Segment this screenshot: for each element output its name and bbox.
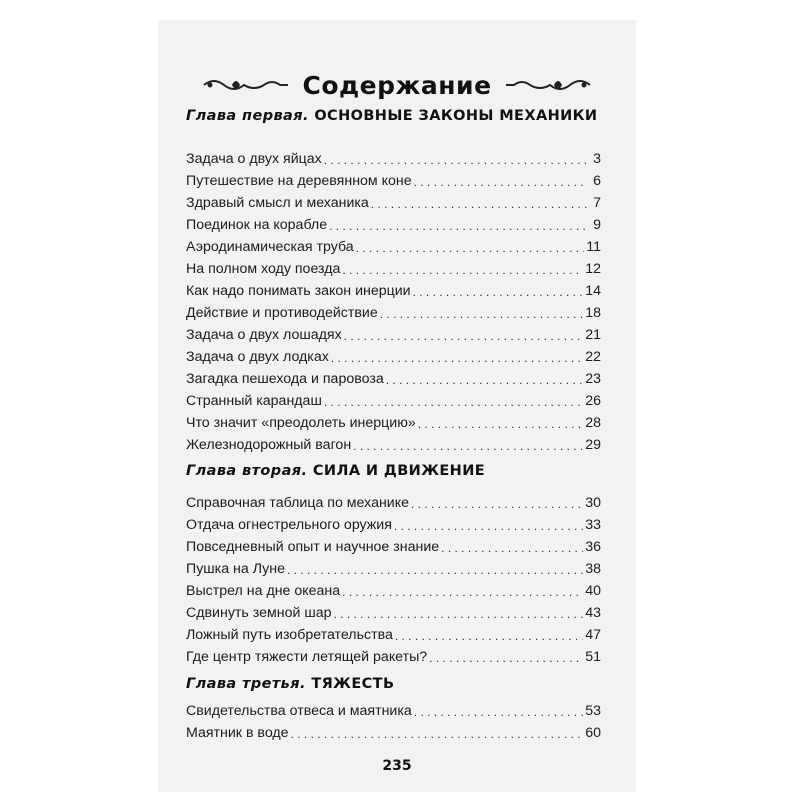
entry-page: 6 <box>593 173 601 189</box>
entry-page: 22 <box>585 349 601 365</box>
chapter-3-entries <box>186 697 601 741</box>
leader-dots <box>356 241 585 255</box>
leader-dots <box>414 705 583 719</box>
toc-header <box>198 60 596 110</box>
leader-dots <box>324 395 583 409</box>
entry-title: На полном ходу поезда <box>186 261 341 277</box>
entry-title: Задача о двух лошадях <box>186 327 342 343</box>
toc-entry[interactable] <box>186 365 601 387</box>
entry-title: Загадка пешехода и паровоза <box>186 371 384 387</box>
leader-dots <box>342 585 583 599</box>
toc-entry[interactable] <box>186 145 601 167</box>
entry-page: 14 <box>585 283 601 299</box>
entry-page: 30 <box>585 495 601 511</box>
entry-page: 38 <box>585 561 601 577</box>
entry-page: 11 <box>586 239 601 255</box>
toc-entry[interactable] <box>186 321 601 343</box>
leader-dots <box>291 727 584 741</box>
leader-dots <box>395 629 583 643</box>
entry-page: 12 <box>585 261 601 277</box>
entry-page: 9 <box>593 217 601 233</box>
right-flourish-ornament <box>504 73 592 97</box>
entry-title: Задача о двух лодках <box>186 349 329 365</box>
toc-entry[interactable] <box>186 555 601 577</box>
toc-entry[interactable] <box>186 409 601 431</box>
entry-page: 21 <box>585 327 601 343</box>
toc-entry[interactable] <box>186 533 601 555</box>
leader-dots <box>287 563 583 577</box>
toc-entry[interactable] <box>186 233 601 255</box>
leader-dots <box>394 519 583 533</box>
leader-dots <box>414 175 587 189</box>
toc-entry[interactable] <box>186 255 601 277</box>
entry-title: Действие и противодействие <box>186 305 378 321</box>
entry-title: Где центр тяжести летящей ракеты? <box>186 649 428 665</box>
chapter-heading-1 <box>186 108 597 124</box>
entry-page: 53 <box>585 703 601 719</box>
entry-title: Пушка на Луне <box>186 561 285 577</box>
toc-entry[interactable] <box>186 211 601 233</box>
toc-entry[interactable] <box>186 697 601 719</box>
book-page <box>158 20 636 792</box>
entry-title: Аэродинамическая труба <box>186 239 354 255</box>
toc-entry[interactable] <box>186 167 601 189</box>
left-flourish-ornament <box>202 73 290 97</box>
leader-dots <box>342 263 583 277</box>
chapter-prefix: Глава первая. <box>186 108 309 124</box>
entry-title: Путешествие на деревянном коне <box>186 173 412 189</box>
leader-dots <box>334 607 584 621</box>
chapter-1-entries <box>186 145 601 453</box>
page-title: Содержание <box>302 70 492 100</box>
entry-title: Маятник в воде <box>186 725 289 741</box>
toc-entry[interactable] <box>186 719 601 741</box>
entry-page: 7 <box>593 195 601 211</box>
entry-page: 18 <box>585 305 601 321</box>
leader-dots <box>411 497 583 511</box>
leader-dots <box>331 351 583 365</box>
entry-title: Железнодорожный вагон <box>186 437 352 453</box>
entry-title: Справочная таблица по механике <box>186 495 409 511</box>
entry-title: Что значит «преодолеть инерцию» <box>186 415 416 431</box>
chapter-name: ОСНОВНЫЕ ЗАКОНЫ МЕХАНИКИ <box>314 108 598 124</box>
entry-title: Задача о двух яйцах <box>186 151 322 167</box>
entry-title: Здравый смысл и механика <box>186 195 369 211</box>
leader-dots <box>371 197 587 211</box>
leader-dots <box>353 439 583 453</box>
leader-dots <box>324 153 587 167</box>
leader-dots <box>429 651 583 665</box>
chapter-name: СИЛА И ДВИЖЕНИЕ <box>312 463 486 479</box>
chapter-heading-3 <box>186 676 394 692</box>
toc-entry[interactable] <box>186 299 601 321</box>
chapter-prefix: Глава вторая. <box>186 463 308 479</box>
entry-title: Ложный путь изобретательства <box>186 627 393 643</box>
toc-entry[interactable] <box>186 599 601 621</box>
entry-page: 33 <box>585 517 601 533</box>
chapter-name: ТЯЖЕСТЬ <box>311 676 395 692</box>
leader-dots <box>418 417 583 431</box>
entry-page: 28 <box>585 415 601 431</box>
entry-page: 29 <box>585 437 601 453</box>
leader-dots <box>344 329 584 343</box>
entry-title: Повседневный опыт и научное знание <box>186 539 440 555</box>
chapter-heading-2 <box>186 463 485 479</box>
toc-entry[interactable] <box>186 387 601 409</box>
entry-title: Отдача огнестрельного оружия <box>186 517 392 533</box>
chapter-prefix: Глава третья. <box>186 676 306 692</box>
entry-page: 3 <box>593 151 601 167</box>
leader-dots <box>441 541 583 555</box>
entry-page: 26 <box>585 393 601 409</box>
page-number: 235 <box>382 758 412 774</box>
leader-dots <box>386 373 583 387</box>
toc-entry[interactable] <box>186 577 601 599</box>
entry-title: Свидетельства отвеса и маятника <box>186 703 412 719</box>
entry-page: 43 <box>585 605 601 621</box>
entry-page: 36 <box>585 539 601 555</box>
leader-dots <box>329 219 587 233</box>
entry-page: 23 <box>585 371 601 387</box>
toc-entry[interactable] <box>186 343 601 365</box>
leader-dots <box>413 285 584 299</box>
leader-dots <box>380 307 583 321</box>
entry-title: Как надо понимать закон инерции <box>186 283 411 299</box>
toc-entry[interactable] <box>186 621 601 643</box>
entry-title: Поединок на корабле <box>186 217 328 233</box>
toc-entry[interactable] <box>186 431 601 453</box>
entry-title: Странный карандаш <box>186 393 322 409</box>
entry-title: Сдвинуть земной шар <box>186 605 332 621</box>
toc-entry[interactable] <box>186 511 601 533</box>
entry-page: 51 <box>585 649 601 665</box>
entry-title: Выстрел на дне океана <box>186 583 341 599</box>
toc-entry[interactable] <box>186 189 601 211</box>
entry-page: 40 <box>585 583 601 599</box>
entry-page: 60 <box>585 725 601 741</box>
chapter-2-entries <box>186 489 601 665</box>
toc-entry[interactable] <box>186 489 601 511</box>
entry-page: 47 <box>585 627 601 643</box>
toc-entry[interactable] <box>186 643 601 665</box>
toc-entry[interactable] <box>186 277 601 299</box>
